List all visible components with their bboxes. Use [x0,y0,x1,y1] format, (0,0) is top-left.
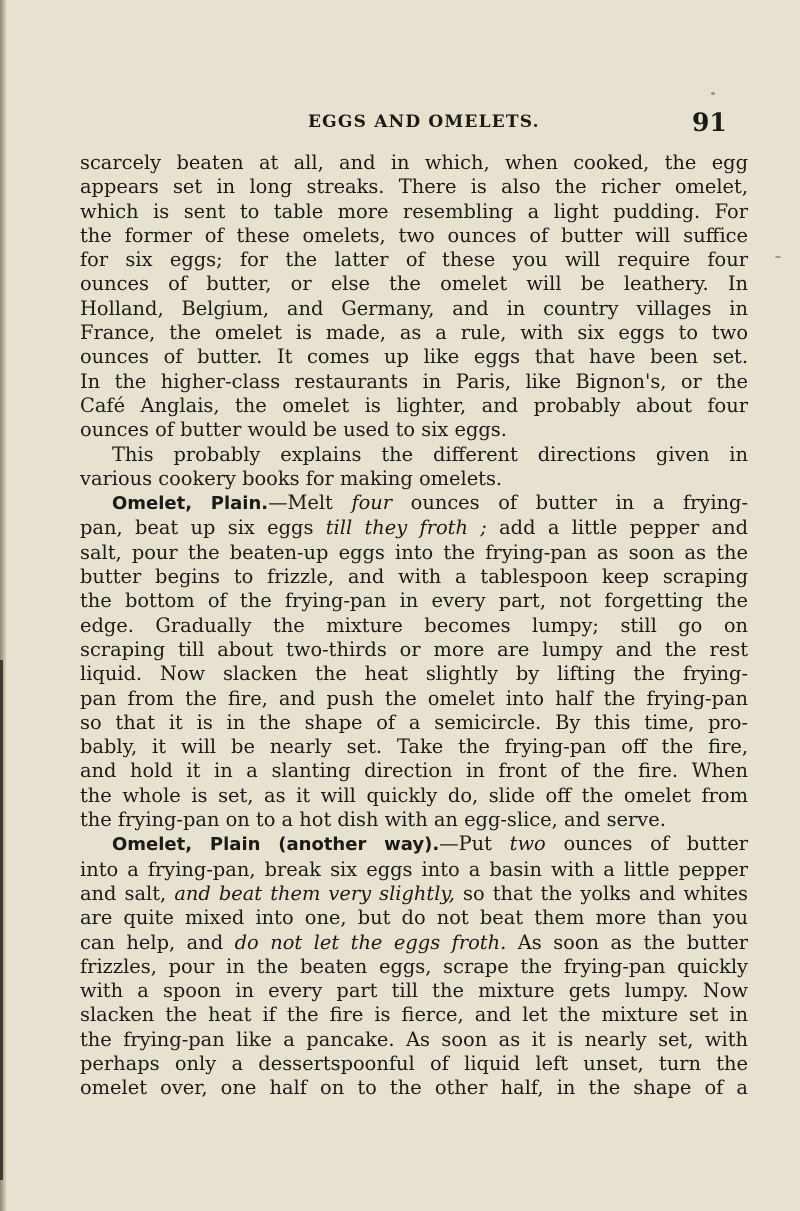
running-head: EGGS AND OMELETS. [308,112,540,132]
page-number: 91 [692,108,727,137]
text-line: so that it is in the shape of a semicircle. By this time, pro- [80,710,748,734]
paragraph [80,443,748,492]
text-line: frizzles, pour in the beaten eggs, scrape the frying-pan quickly [80,954,748,978]
text-line: the bottom of the frying-pan in every part, not forgetting the [80,589,748,613]
emphasis: till they froth ; [325,516,487,540]
text-line: bably, it will be nearly set. Take the frying-pan off the fire, [80,735,748,759]
text-line: This probably explains the different directions given in [112,442,748,466]
text-line: butter begins to frizzle, and with a tablespoon keep scraping [80,565,748,589]
text-run: so that the yolks and whites [454,881,748,905]
emphasis: four [351,491,393,515]
recipe-paragraph [80,832,748,1100]
text-line: scraping till about two-thirds or more are lumpy and the rest [80,637,748,661]
text-line: edge. Gradually the mixture becomes lumpy; still go on [80,613,748,637]
text-line: perhaps only a dessertspoonful of liquid left unset, turn the [80,1051,748,1075]
text-line: and hold it in a slanting direction in front of the fire. When [80,759,748,783]
text-line: ounces of butter, or else the omelet will be leathery. In [80,272,748,296]
binding-edge [0,660,3,1180]
text-line: pan from the fire, and push the omelet into half the frying-pan [80,686,748,710]
text-line: various cookery books for making omelets. [80,466,503,490]
emphasis: and beat them very slightly, [174,881,455,905]
text-line [80,931,748,955]
text-line: In the higher-class restaurants in Paris, like Bignon's, or the [80,369,748,393]
text-run: —Melt [268,491,352,515]
text-line: the frying-pan on to a hot dish with an egg-slice, and serve. [80,808,666,832]
recipe-heading: Omelet, Plain (another way). [112,834,440,856]
text-run: ounces of butter [545,832,748,856]
emphasis: two [509,832,546,856]
text-line: the whole is set, as it will quickly do, slide off the omelet from [80,783,748,807]
text-run: pan, beat up six eggs [80,516,326,540]
text-run: —Put [439,832,510,856]
paper-speck [775,256,781,258]
emphasis: do not let the eggs froth. [234,930,507,954]
text-line: are quite mixed into one, but do not beat them more than you [80,906,748,930]
text-line: slacken the heat if the fire is fierce, and let the mixture set in [80,1003,748,1027]
text-line: omelet over, one half on to the other half, in the shape of a [80,1076,748,1100]
text-line: salt, pour the beaten-up eggs into the frying-pan as soon as the [80,540,748,564]
body-text [80,151,748,1101]
recipe-heading: Omelet, Plain. [112,493,269,515]
text-line: for six eggs; for the latter of these you will require four [80,248,748,272]
text-line: ounces of butter would be used to six eggs. [80,418,507,442]
text-run: can help, and [80,930,235,954]
text-line: which is sent to table more resembling a light pudding. For [80,199,748,223]
text-line: liquid. Now slacken the heat slightly by lifting the frying- [80,662,748,686]
text-line: Holland, Belgium, and Germany, and in country villages in [80,296,748,320]
text-run: add a little pepper and [486,516,748,540]
text-run: As soon as the butter [506,930,748,954]
recipe-paragraph [80,491,748,832]
text-run: and salt, [80,881,175,905]
text-line: Café Anglais, the omelet is lighter, and probably about four [80,393,748,417]
page-header [0,108,800,144]
text-line: appears set in long streaks. There is also the richer omelet, [80,175,748,199]
text-line: ounces of butter. It comes up like eggs that have been set. [80,345,748,369]
text-line: with a spoon in every part till the mixture gets lumpy. Now [80,979,748,1003]
paper-speck [711,92,715,95]
text-line [80,491,748,516]
text-line: into a frying-pan, break six eggs into a basin with a little pepper [80,857,748,881]
text-line: France, the omelet is made, as a rule, with six eggs to two [80,321,748,345]
text-line [80,516,748,540]
text-line: scarcely beaten at all, and in which, when cooked, the egg [80,151,748,174]
paragraph [80,151,748,443]
text-line [80,832,748,857]
text-line: the frying-pan like a pancake. As soon as it is nearly set, with [80,1027,748,1051]
text-run: ounces of butter in a frying- [392,491,748,515]
text-line: the former of these omelets, two ounces of butter will suffice [80,223,748,247]
text-line [80,882,748,906]
